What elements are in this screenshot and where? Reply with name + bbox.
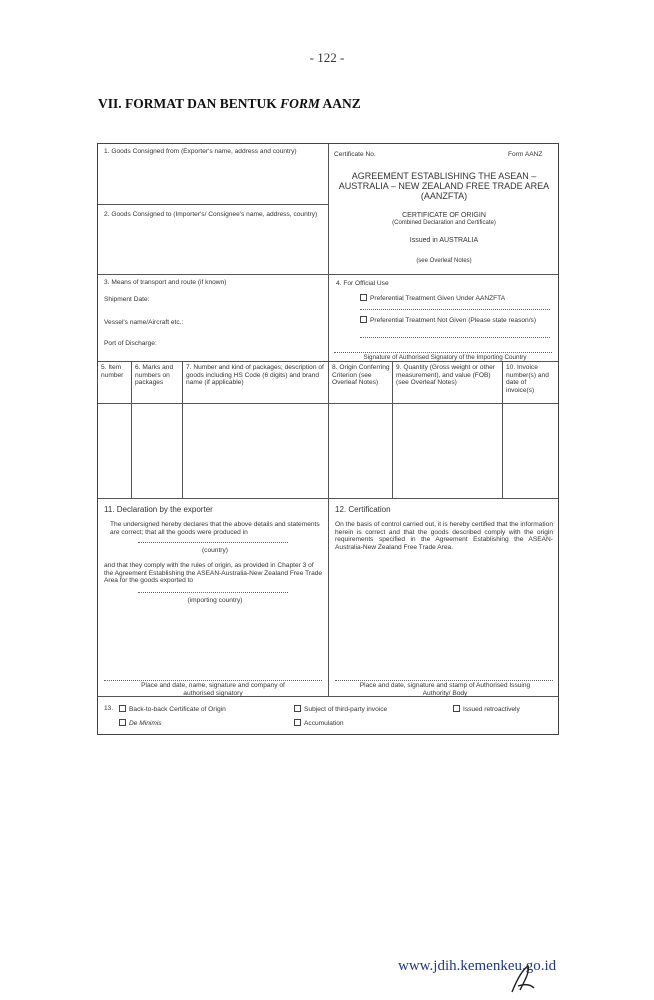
overleaf-notes: (see Overleaf Notes) [416, 258, 472, 264]
form-aanz-label: Form AANZ [508, 151, 543, 158]
box4-title: 4. For Official Use [336, 280, 389, 287]
issued-in: Issued in AUSTRALIA [409, 237, 479, 244]
pref-not-given-line [360, 337, 550, 338]
pref-given-option [360, 294, 505, 303]
importing-country-line [138, 592, 288, 593]
col-marks: 6. Marks and numbers on packages [135, 364, 174, 387]
country-line [138, 542, 288, 543]
retroactive-option [453, 705, 520, 714]
cert-of-origin: CERTIFICATE OF ORIGIN [402, 212, 486, 219]
port-discharge-label: Port of Discharge: [104, 340, 157, 347]
box12-certification-text: On the basis of control carried out, it is hereby certified that the information herein is correct and that the goods described comply with the origin requirements specified in the Agreement Establishing the ASEAN-Australia-New Zealand Free Trade Area. [335, 521, 553, 551]
authority-place-label: Place and date, signature and stamp of Authorised Issuing Authority/ Body [359, 682, 531, 697]
box12-title: 12. Certification [335, 505, 391, 514]
heading-prefix: VII. FORMAT DAN BENTUK [98, 96, 281, 111]
cols-bottom-divider [98, 498, 558, 499]
aanz-form [97, 143, 559, 735]
signature-mark-icon [508, 962, 538, 996]
pref-not-given-checkbox[interactable] [360, 316, 367, 323]
pref-not-given-option [360, 316, 540, 325]
box1-label: 1. Goods Consigned from (Exporter's name, address and country) [104, 148, 297, 155]
accumulation-option [294, 719, 344, 728]
pref-not-given-label: Preferential Treatment Not Given (Please state reason/s) [370, 317, 537, 324]
official-signature-label: Signature of Authorised Signatory of the Importing Country [363, 354, 527, 361]
back-to-back-label: Back-to-back Certificate of Origin [129, 706, 226, 713]
col-divider-3 [392, 361, 393, 498]
de-minimis-label: De Minimis [129, 720, 162, 727]
de-minimis-checkbox[interactable] [119, 719, 126, 726]
box11-declaration-text: The undersigned hereby declares that the above details and statements are correct; that all the goods were produced in [110, 521, 320, 536]
pref-given-checkbox[interactable] [360, 294, 367, 301]
center-divider [328, 144, 329, 696]
heading-suffix: AANZ [319, 96, 361, 111]
box3-title: 3. Means of transport and route (if known) [104, 279, 227, 286]
footer-url[interactable]: www.jdih.kemenkeu.go.id [398, 958, 557, 974]
third-party-option [294, 705, 387, 714]
box11-rules-text: and that they comply with the rules of origin, as provided in Chapter 3 of the Agreement Establishing the ASEAN-Australia-New Zealand Free Trade Area for the goods exported to [104, 562, 323, 585]
box13-number: 13. [104, 705, 114, 712]
box3-divider [98, 274, 558, 275]
col-origin-criterion: 8. Origin Conferring Criterion (see Overleaf Notes) [332, 364, 390, 387]
box11-title: 11. Declaration by the exporter [104, 505, 213, 514]
third-party-label: Subject of third-party invoice [304, 706, 388, 713]
country-label: (country) [201, 547, 228, 554]
page-number: - 122 - [309, 50, 345, 65]
col-divider-2 [182, 361, 183, 498]
col-quantity: 9. Quantity (Gross weight or other measurement), and value (FOB) (see Overleaf Notes) [396, 364, 495, 387]
exporter-signature-line [104, 680, 322, 681]
importing-country-label: (importing country) [187, 597, 243, 604]
col-invoice: 10. Invoice number(s) and date of invoice(s) [506, 364, 549, 394]
agreement-title: AGREEMENT ESTABLISHING THE ASEAN – AUSTRALIA – NEW ZEALAND FREE TRADE AREA (AANZFTA) [338, 171, 550, 201]
cols-header-divider [98, 403, 558, 404]
col-divider-1 [131, 361, 132, 498]
accumulation-checkbox[interactable] [294, 719, 301, 726]
back-to-back-checkbox[interactable] [119, 705, 126, 712]
pref-given-line [360, 309, 550, 310]
official-signature-line [334, 352, 552, 353]
section-heading [98, 96, 361, 112]
exporter-place-label: Place and date, name, signature and company of authorised signatory [141, 682, 285, 697]
accumulation-label: Accumulation [304, 720, 344, 727]
third-party-checkbox[interactable] [294, 705, 301, 712]
col-item-number: 5. Item number [101, 364, 124, 379]
vessel-label: Vessel's name/Aircraft etc.: [104, 319, 184, 326]
back-to-back-option [119, 705, 226, 714]
box2-label: 2. Goods Consigned to (Importer's/ Consignee's name, address, country) [104, 211, 318, 218]
col-description: 7. Number and kind of packages; description of goods including HS Code (6 digits) and brand name (if applicable) [186, 364, 324, 387]
heading-italic: FORM [280, 96, 320, 111]
pref-given-label: Preferential Treatment Given Under AANZFTA [370, 295, 506, 302]
shipment-date-label: Shipment Date: [104, 296, 150, 303]
retroactive-label: Issued retroactively [463, 706, 520, 713]
authority-signature-line [335, 680, 553, 681]
cert-no-label: Certificate No. [334, 151, 376, 158]
de-minimis-option [119, 719, 162, 728]
box1-divider [98, 204, 328, 205]
retroactive-checkbox[interactable] [453, 705, 460, 712]
combined-declaration: (Combined Declaration and Certificate) [392, 220, 496, 226]
col-divider-4 [502, 361, 503, 498]
